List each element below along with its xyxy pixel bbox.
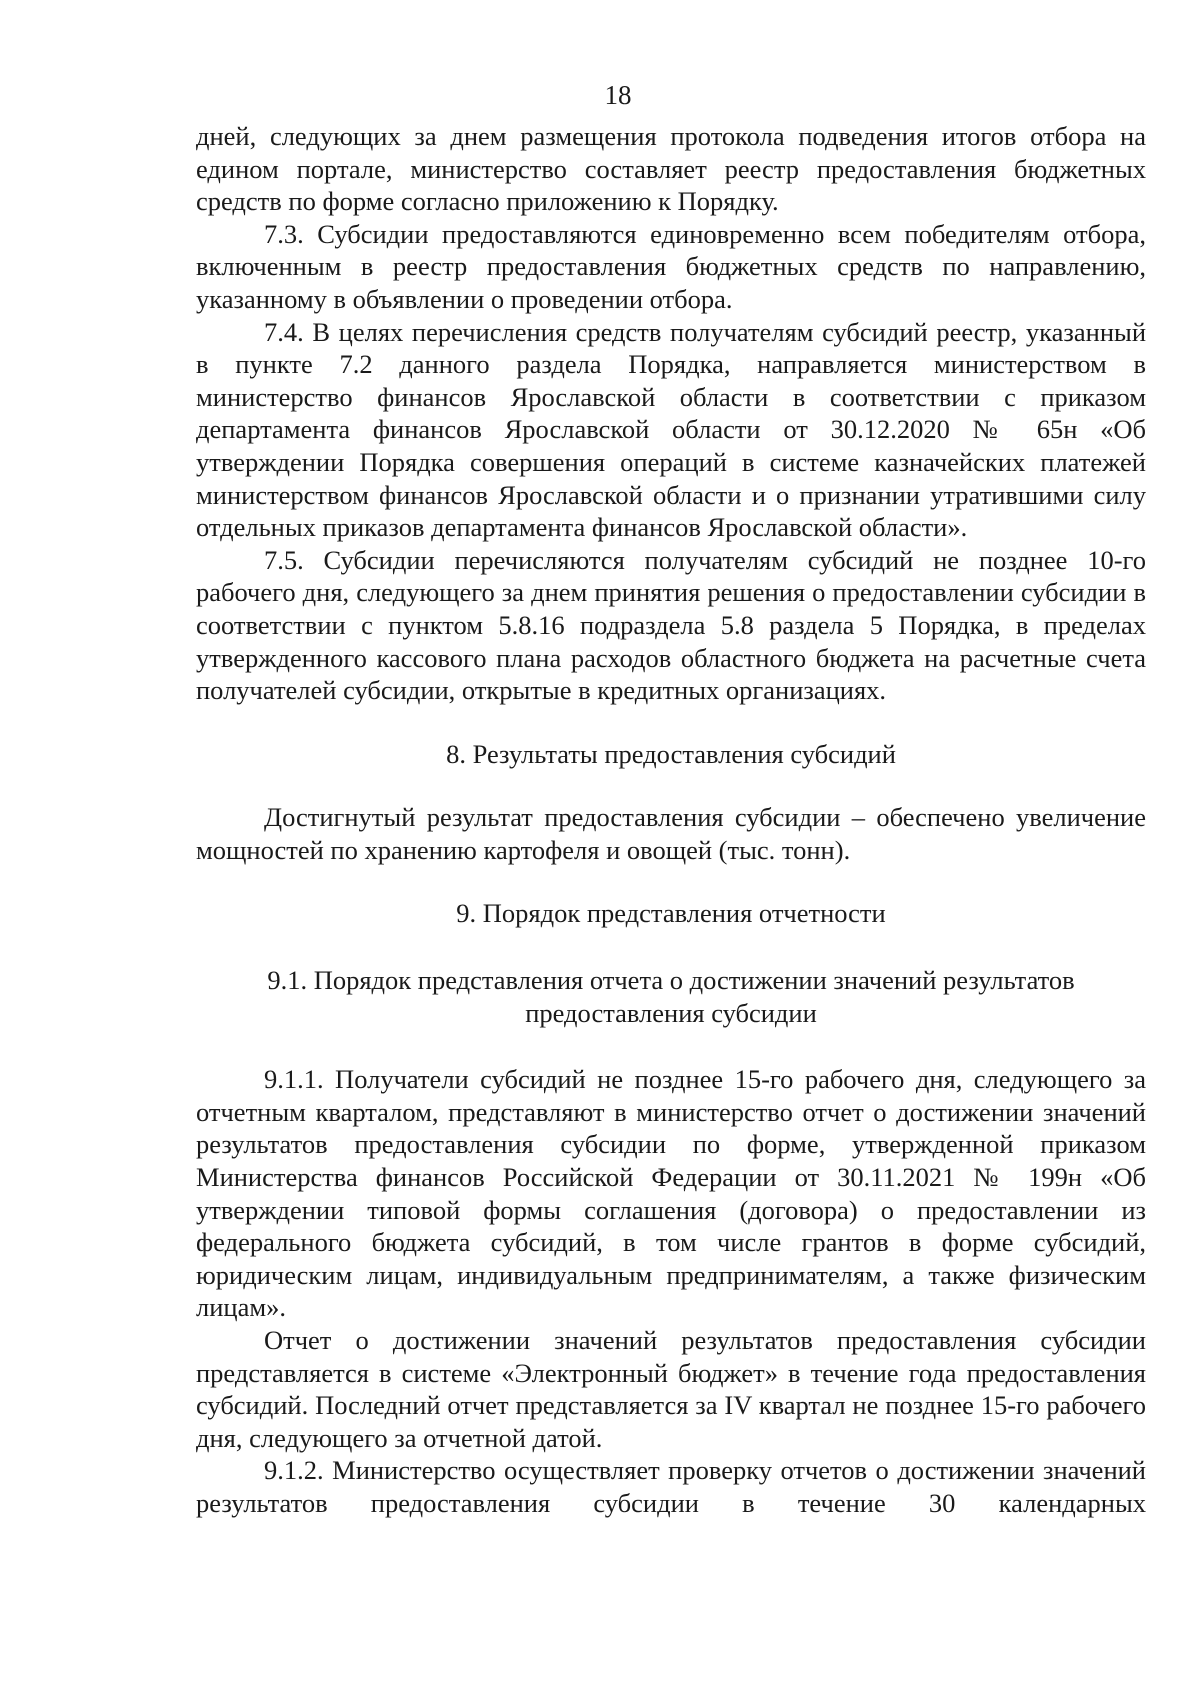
paragraph-continuation: дней, следующих за днем размещения протокола подведения итогов отбора на едином портале, министерство составляет реестр предоставления бюджетных средств по форме согласно приложению к Порядку. [196,121,1146,217]
paragraph-7-3: 7.3. Субсидии предоставляются единовременно всем победителям отбора, включенным в реестр предоставления бюджетных средств по направлению, указанному в объявлении о проведении отбора. [196,218,1146,314]
page-number: 18 [604,80,632,110]
paragraph-9-1-2: 9.1.2. Министерство осуществляет проверку отчетов о достижении значений результатов предоставления субсидии в течение 30 календарных [196,1455,1146,1518]
paragraph-result: Достигнутый результат предоставления субсидии – обеспечено увеличение мощностей по хранению картофеля и овощей (тыс. тонн). [196,802,1146,865]
section-heading-8: 8. Результаты предоставления субсидий [446,738,896,769]
paragraph-7-4: 7.4. В целях перечисления средств получателям субсидий реестр, указанный в пункте 7.2 данного раздела Порядка, направляется министерством в министерство финансов Ярославской области в соответствии с приказом департамента финансов Ярославской области от 30.12.2020 № 65н «Об утверждении Порядка совершения операций в системе казначейских платежей министерством финансов Ярославской области и о признании утратившими силу отдельных приказов департамента финансов Ярославской области». [196,316,1146,543]
section-heading-9: 9. Порядок представления отчетности [456,898,886,929]
document-body [196,120,1146,1520]
paragraph-9-1-1: 9.1.1. Получатели субсидий не позднее 15-го рабочего дня, следующего за отчетным кварталом, представляют в министерство отчет о достижении значений результатов предоставления субсидии по форме, утвержденной приказом Министерства финансов Российской Федерации от 30.11.2021 № 199н «Об утверждении типовой формы соглашения (договора) о предоставлении из федерального бюджета субсидий, в том числе грантов в форме субсидий, юридическим лицам, индивидуальным предпринимателям, а также физическим лицам». [196,1064,1146,1323]
paragraph-report: Отчет о достижении значений результатов предоставления субсидии представляется в системе «Электронный бюджет» в течение года предоставления субсидий. Последний отчет представляется за IV квартал не позднее 15-го рабочего дня, следующего за отчетной датой. [196,1325,1146,1453]
paragraph-7-5: 7.5. Субсидии перечисляются получателям субсидий не позднее 10-го рабочего дня, следующего за днем принятия решения о предоставлении субсидии в соответствии с пунктом 5.8.16 подраздела 5.8 раздела 5 Порядка, в пределах утвержденного кассового плана расходов областного бюджета на расчетные счета получателей субсидии, открытые в кредитных организациях. [196,544,1146,706]
subsection-heading-9-1: 9.1. Порядок представления отчета о достижении значений результатов предоставления субсидии [267,965,1075,1028]
